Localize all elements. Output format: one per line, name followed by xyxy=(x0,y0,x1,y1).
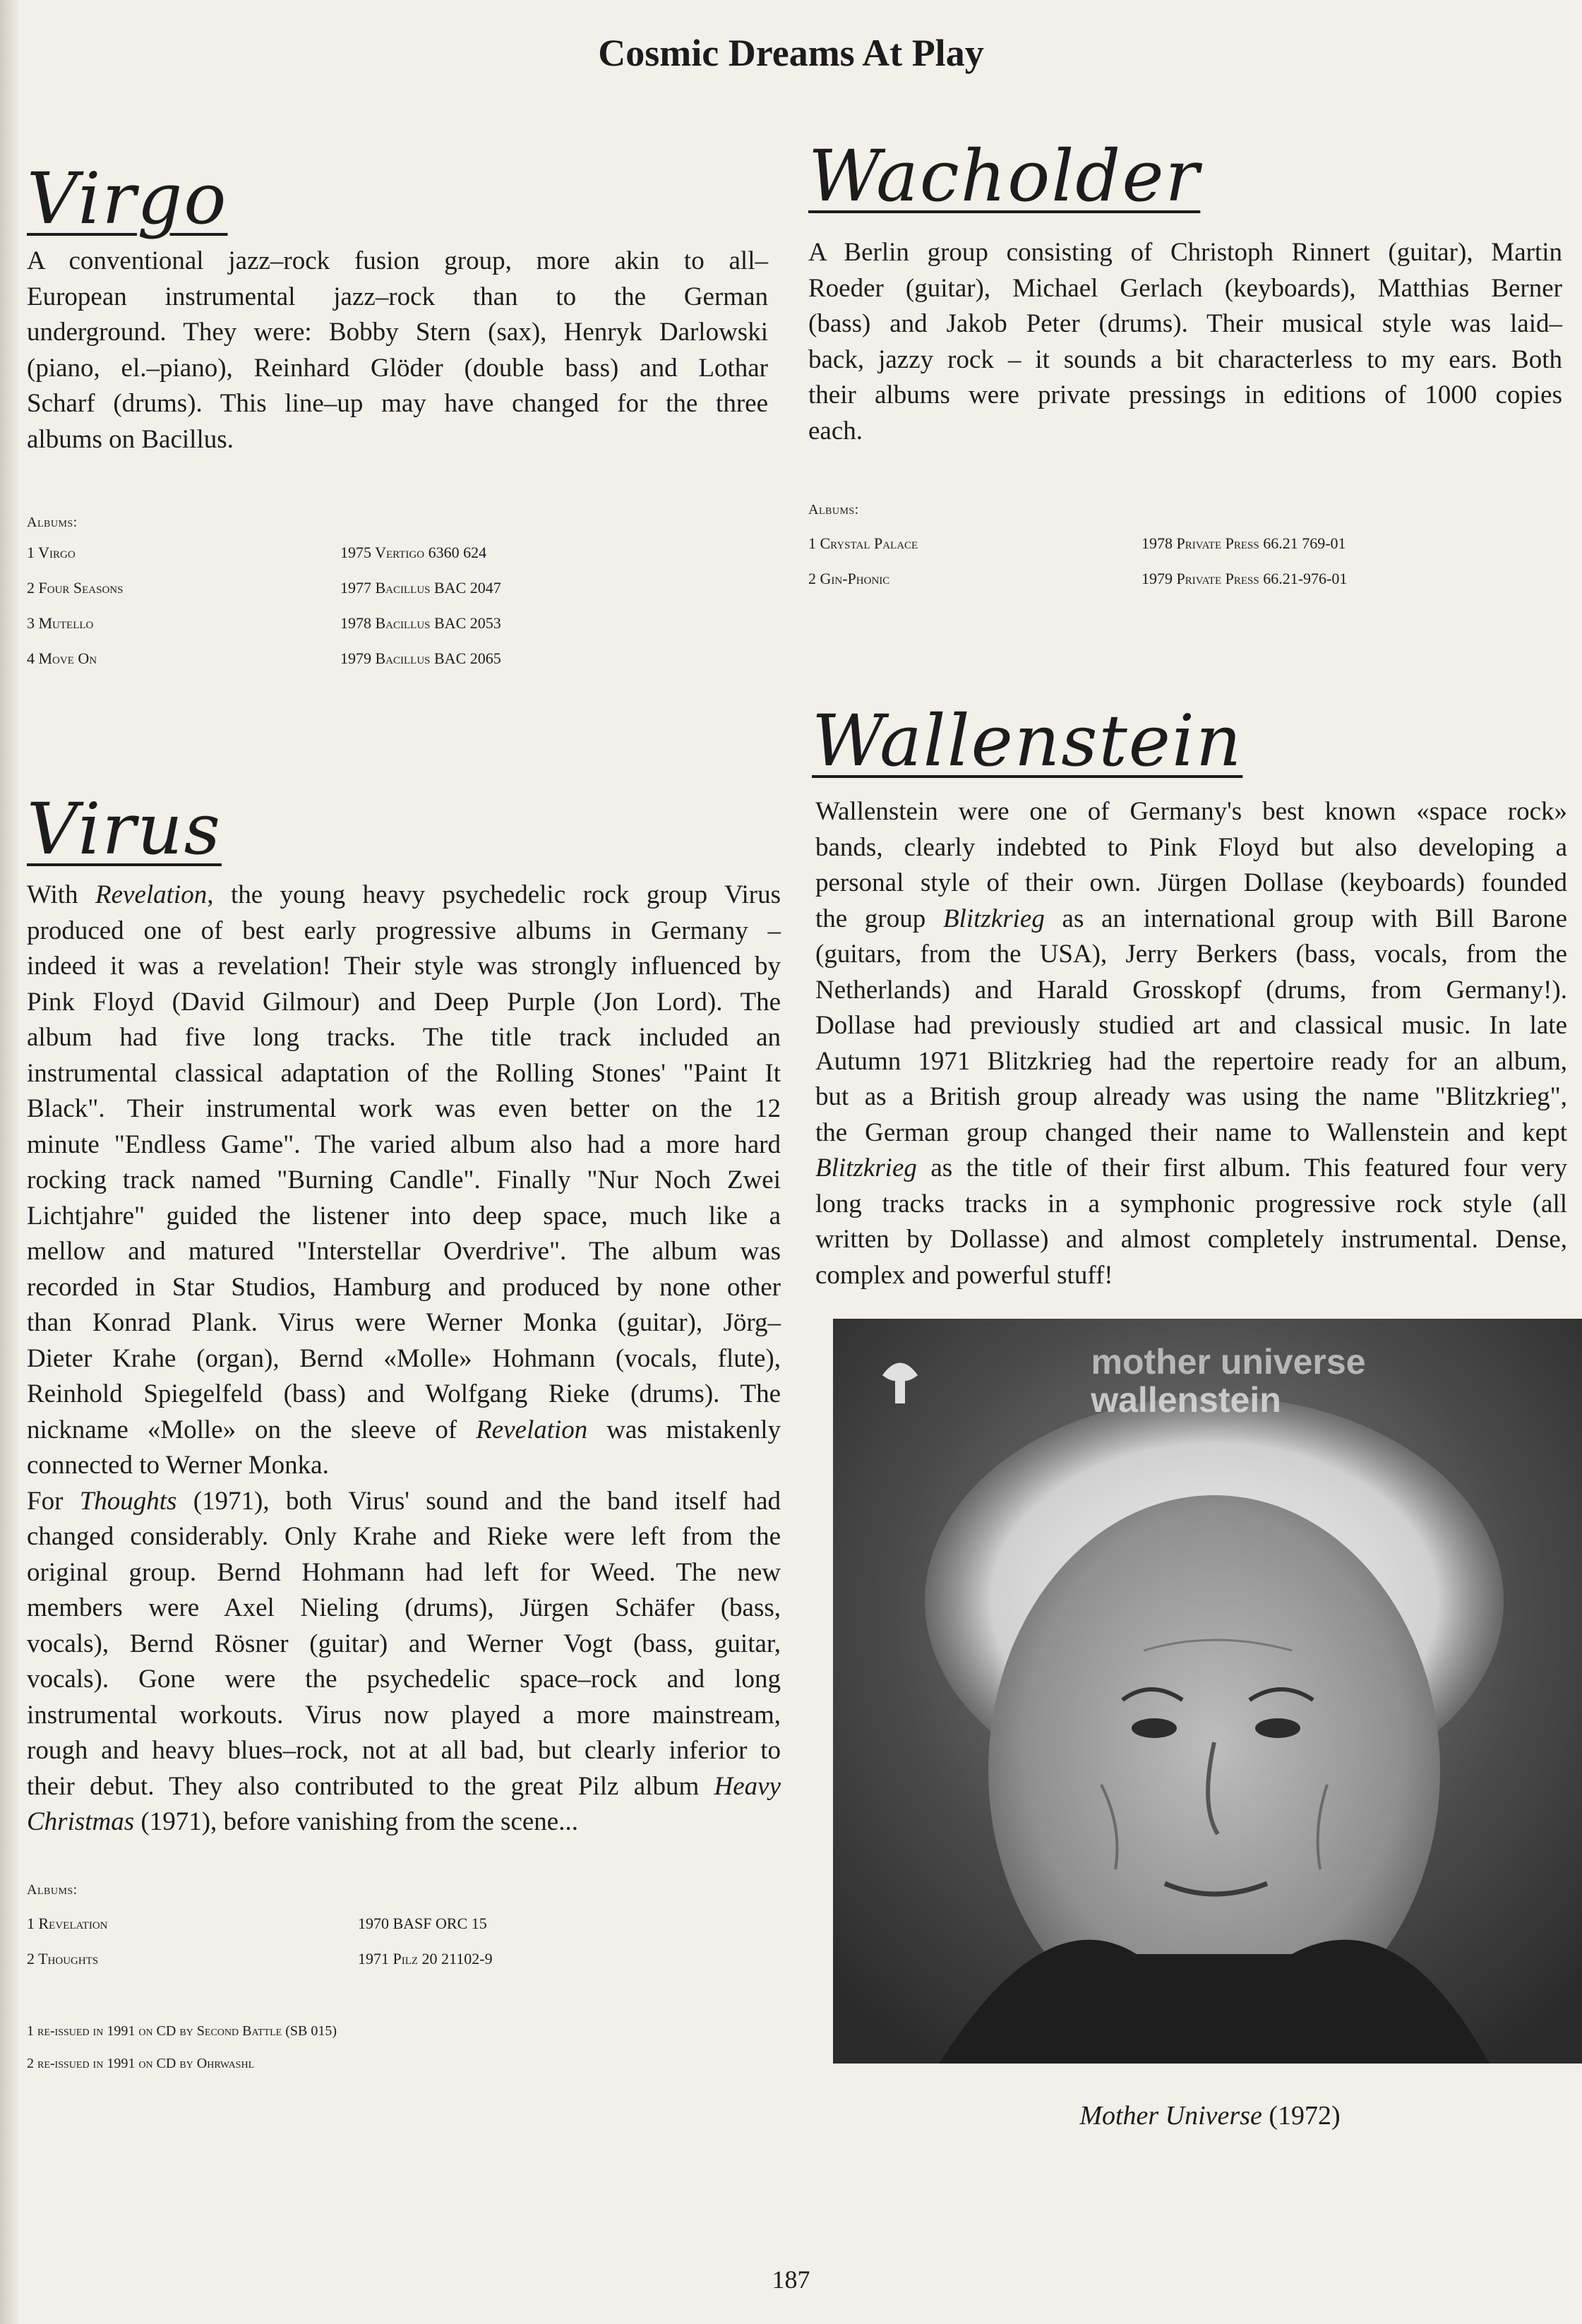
virus-albums-label: Albums: xyxy=(27,1882,78,1898)
virgo-text-line: albums on Bacillus. xyxy=(27,424,234,454)
virus-text-line: vocals), Bernd Rösner (guitar) and Werner Vogt (bass, guitar, xyxy=(27,1629,781,1658)
album-title: 2 Four Seasons xyxy=(27,579,124,597)
album-release: 1970 BASF ORC 15 xyxy=(358,1915,487,1932)
wallenstein-text-line: Dollase had previously studied art and classical music. In late xyxy=(815,1011,1567,1040)
wacholder-text-line: each. xyxy=(808,416,863,445)
virus-text-line: nickname «Molle» on the sleeve of Revelation was mistakenly xyxy=(27,1415,781,1444)
virus-text-line: changed considerably. Only Krahe and Rieke were left from the xyxy=(27,1522,781,1551)
album-cover-image xyxy=(833,1319,1582,2064)
virus-text-line: members were Axel Nieling (drums), Jürgen Schäfer (bass, xyxy=(27,1593,781,1622)
virus-text-line: With Revelation, the young heavy psychedelic rock group Virus xyxy=(27,880,781,909)
virus-heading: Virus xyxy=(27,788,222,870)
footnote: 2 re-issued in 1991 on CD by Ohrwashl xyxy=(27,2056,255,2071)
virus-text-line: recorded in Star Studios, Hamburg and produced by none other xyxy=(27,1272,781,1302)
wacholder-albums-label: Albums: xyxy=(808,502,859,517)
virus-description xyxy=(27,878,781,1840)
virus-text-line: than Konrad Plank. Virus were Werner Monka (guitar), Jörg– xyxy=(27,1308,781,1337)
virus-text-line: instrumental classical adaptation of the Rolling Stones' "Paint It xyxy=(27,1058,781,1088)
caption-title: Mother Universe xyxy=(1079,2101,1262,2131)
wacholder-text-line: back, jazzy rock – it sounds a bit characterless to my ears. Both xyxy=(808,345,1562,374)
virus-text-line: Black". Their instrumental work was even better on the 12 xyxy=(27,1094,781,1123)
virus-text-line: Pink Floyd (David Gilmour) and Deep Purple (Jon Lord). The xyxy=(27,987,781,1017)
wallenstein-description xyxy=(815,794,1567,1293)
album-title: 2 Gin-Phonic xyxy=(808,570,890,587)
wallenstein-text-line: personal style of their own. Jürgen Dollase (keyboards) founded xyxy=(815,868,1567,897)
virus-text-line: Christmas (1971), before vanishing from the scene... xyxy=(27,1807,578,1836)
virgo-text-line: (piano, el.–piano), Reinhard Glöder (double bass) and Lothar xyxy=(27,353,768,383)
running-head: Cosmic Dreams At Play xyxy=(598,32,984,74)
wallenstein-text-line: the group Blitzkrieg as an international group with Bill Barone xyxy=(815,904,1567,933)
virus-text-line: Reinhold Spiegelfeld (bass) and Wolfgang Rieke (drums). The xyxy=(27,1379,781,1408)
virus-text-line: mellow and matured "Interstellar Overdrive". The album was xyxy=(27,1237,781,1266)
virus-text-line: their debut. They also contributed to the great Pilz album Heavy xyxy=(27,1771,781,1801)
album-title: 3 Mutello xyxy=(27,614,94,632)
album-cover-photo xyxy=(833,1319,1582,2064)
virus-text-line: indeed it was a revelation! Their style was strongly influenced by xyxy=(27,952,781,981)
virgo-description xyxy=(27,244,768,457)
virus-text-line: connected to Werner Monka. xyxy=(27,1451,329,1480)
virgo-text-line: Scharf (drums). This line–up may have changed for the three xyxy=(27,389,768,418)
wallenstein-text-line: the German group changed their name to Wallenstein and kept xyxy=(815,1118,1567,1147)
cover-text-line-2: wallenstein xyxy=(1091,1380,1281,1420)
wallenstein-text-line: but as a British group already was using the name "Blitzkrieg", xyxy=(815,1082,1567,1111)
cover-text-line-1: mother universe xyxy=(1091,1342,1366,1382)
virgo-heading: Virgo xyxy=(27,157,228,240)
page-gutter xyxy=(0,0,18,2324)
album-release: 1979 Bacillus BAC 2065 xyxy=(340,649,501,667)
wacholder-description xyxy=(808,235,1562,449)
virgo-text-line: European instrumental jazz–rock than to the German xyxy=(27,282,768,311)
wallenstein-text-line: (guitars, from the USA), Jerry Berkers (bass, vocals, from the xyxy=(815,940,1567,969)
virus-text-line: instrumental workouts. Virus now played a more mainstream, xyxy=(27,1700,781,1730)
album-title: 4 Move On xyxy=(27,649,97,667)
album-release: 1975 Vertigo 6360 624 xyxy=(340,544,487,561)
virus-text-line: Dieter Krahe (organ), Bernd «Molle» Hohmann (vocals, flute), xyxy=(27,1343,781,1373)
virus-text-line: rocking track named "Burning Candle". Finally "Nur Noch Zwei xyxy=(27,1166,781,1194)
wallenstein-heading: Wallenstein xyxy=(812,700,1243,782)
wacholder-text-line: (bass) and Jakob Peter (drums). Their musical style was laid– xyxy=(808,309,1562,338)
virus-text-line: rough and heavy blues–rock, not at all bad, but clearly inferior to xyxy=(27,1736,781,1765)
virus-text-line: minute "Endless Game". The varied album also had a more hard xyxy=(27,1130,781,1159)
virus-text-line: vocals). Gone were the psychedelic space–rock and long xyxy=(27,1665,781,1694)
wacholder-heading: Wacholder xyxy=(808,135,1201,217)
wallenstein-text-line: written by Dollasse) and almost completely instrumental. Dense, xyxy=(815,1225,1567,1254)
album-title: 1 Virgo xyxy=(27,544,76,561)
wallenstein-text-line: bands, clearly indebted to Pink Floyd but also developing a xyxy=(815,832,1567,862)
album-release: 1971 Pilz 20 21102-9 xyxy=(358,1950,493,1967)
album-title: 2 Thoughts xyxy=(27,1950,99,1967)
caption-year: (1972) xyxy=(1262,2101,1341,2131)
wallenstein-text-line: Blitzkrieg as the title of their first album. This featured four very xyxy=(815,1154,1567,1182)
album-title: 1 Revelation xyxy=(27,1915,108,1932)
wallenstein-text-line: complex and powerful stuff! xyxy=(815,1260,1113,1290)
wallenstein-text-line: Netherlands) and Harald Grosskopf (drums, from Germany!). xyxy=(815,975,1567,1005)
album-release: 1979 Private Press 66.21-976-01 xyxy=(1141,570,1348,587)
page-number: 187 xyxy=(772,2265,810,2294)
album-release: 1978 Private Press 66.21 769-01 xyxy=(1141,534,1346,552)
album-release: 1978 Bacillus BAC 2053 xyxy=(340,614,501,632)
virus-text-line: album had five long tracks. The title track included an xyxy=(27,1023,781,1052)
virgo-text-line: A conventional jazz–rock fusion group, more akin to all– xyxy=(27,246,768,275)
wacholder-text-line: Roeder (guitar), Michael Gerlach (keyboards), Matthias Berner xyxy=(808,273,1562,303)
wacholder-text-line: their albums were private pressings in editions of 1000 copies xyxy=(808,381,1562,409)
wallenstein-text-line: long tracks tracks in a symphonic progressive rock style (all xyxy=(815,1189,1567,1218)
virus-text-line: For Thoughts (1971), both Virus' sound and the band itself had xyxy=(27,1486,781,1516)
photo-caption xyxy=(833,2100,1582,2131)
virus-text-line: original group. Bernd Hohmann had left for Weed. The new xyxy=(27,1557,781,1587)
virus-text-line: produced one of best early progressive albums in Germany – xyxy=(27,916,781,945)
wacholder-text-line: A Berlin group consisting of Christoph Rinnert (guitar), Martin xyxy=(808,238,1562,267)
wallenstein-text-line: Autumn 1971 Blitzkrieg had the repertoire ready for an album, xyxy=(815,1046,1567,1076)
album-title: 1 Crystal Palace xyxy=(808,534,918,552)
wallenstein-text-line: Wallenstein were one of Germany's best known «space rock» xyxy=(815,797,1567,826)
album-release: 1977 Bacillus BAC 2047 xyxy=(340,579,501,597)
footnote: 1 re-issued in 1991 on CD by Second Battle (SB 015) xyxy=(27,2023,337,2039)
virus-text-line: Lichtjahre" guided the listener into deep space, much like a xyxy=(27,1201,781,1230)
virgo-text-line: underground. They were: Bobby Stern (sax), Henryk Darlowski xyxy=(27,318,768,347)
virgo-albums-label: Albums: xyxy=(27,515,78,530)
